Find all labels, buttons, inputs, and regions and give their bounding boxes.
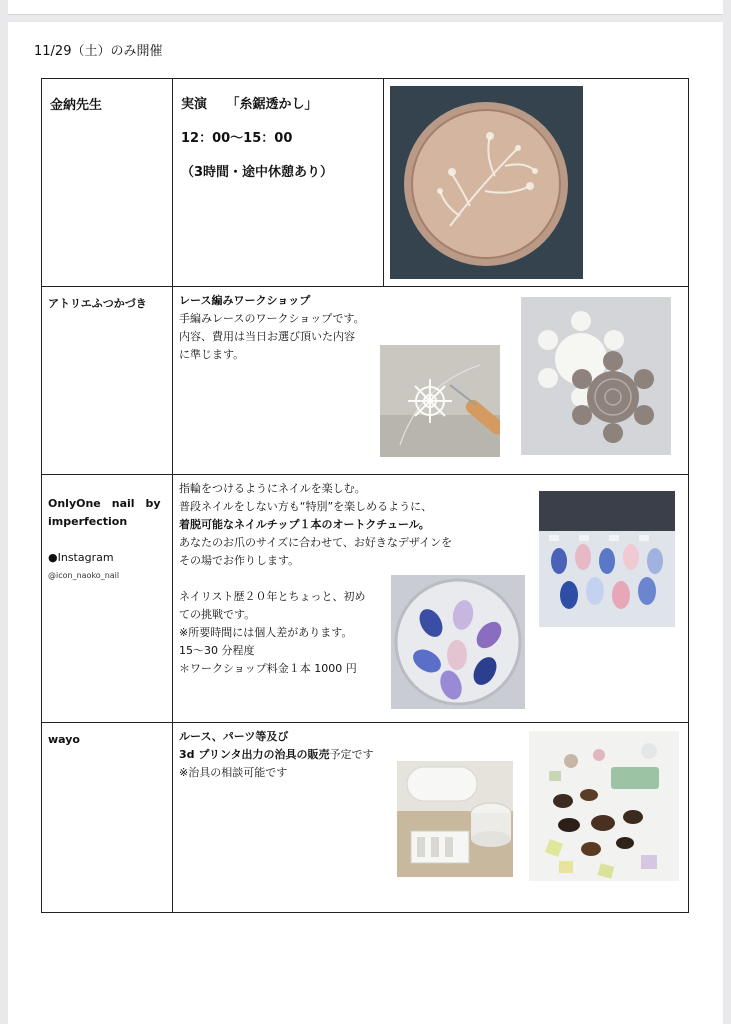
workshop-line: に準じます。: [179, 348, 245, 361]
exhibitor-name-line1: OnlyOne nail by: [48, 497, 161, 510]
exhibitor-name-cell: [42, 287, 173, 475]
description: [173, 79, 383, 213]
nail-tips-dish-photo: [391, 575, 525, 709]
shop-note: ※治具の相談可能です: [179, 766, 288, 779]
nail-line: ネイリスト歴２０年とちょっと、初め: [179, 590, 366, 603]
demo-note: （3時間・途中休憩あり）: [181, 165, 334, 180]
instagram-handle: @icon_naoko_nail: [48, 571, 120, 580]
shop-line: 予定です: [329, 748, 374, 761]
nail-tips-display-photo: [539, 491, 675, 627]
exhibitor-name: [42, 475, 172, 593]
nail-line: あなたのお爪のサイズに合わせて、お好きなデザインを: [179, 536, 453, 549]
instagram-label: ●Instagram: [48, 551, 114, 564]
exhibitor-name-cell: [42, 79, 173, 287]
description-cell: [173, 79, 384, 287]
table-row: [42, 723, 689, 913]
photo-cell: [384, 79, 689, 287]
shop-line-emphasis: 3d プリンタ出力の治具の販売: [179, 748, 330, 761]
nail-line: 15〜30 分程度: [179, 644, 255, 657]
exhibitor-name: wayo: [48, 733, 80, 746]
exhibitor-name: アトリエふつかづき: [48, 297, 147, 310]
nail-line: 普段ネイルをしない方も“特別”を楽しめるように、: [179, 500, 433, 513]
table-row: [42, 79, 689, 287]
nail-line: ての挑戦です。: [179, 608, 256, 621]
table-row: [42, 287, 689, 475]
3d-printed-jig-photo: [397, 761, 513, 877]
exhibitor-name-cell: [42, 475, 173, 723]
carved-medallion-photo: [390, 86, 583, 279]
table-row: [42, 475, 689, 723]
description-cell: [173, 475, 689, 723]
nail-price: ＊ワークショップ料金１本 1000 円: [179, 662, 357, 675]
nail-line: 指輪をつけるようにネイルを楽しむ。: [179, 482, 366, 495]
exhibitor-table: [41, 78, 689, 913]
demo-title: 実演 「糸鋸透かし」: [181, 97, 318, 112]
event-date: 11/29（土）のみ開催: [34, 44, 163, 59]
exhibitor-name-line2: imperfection: [48, 515, 128, 528]
nail-line-emphasis: 着脱可能なネイルチップ１本のオートクチュール。: [179, 518, 430, 531]
exhibitor-name: 金納先生: [50, 98, 103, 113]
workshop-title: レース編みワークショップ: [179, 294, 311, 307]
demo-time: 12：00〜15：00: [181, 131, 293, 146]
nail-line: ※所要時間には個人差があります。: [179, 626, 353, 639]
crochet-hook-photo: [380, 345, 500, 457]
lace-snowflake-photo: [521, 297, 671, 455]
workshop-line: 手編みレースのワークショップです。: [179, 312, 365, 325]
description-cell: [173, 287, 689, 475]
previous-page-edge: [8, 0, 723, 15]
exhibitor-name-cell: [42, 723, 173, 913]
description-cell: [173, 723, 689, 913]
workshop-line: 内容、費用は当日お選び頂いた内容: [179, 330, 355, 343]
nail-line: その場でお作りします。: [179, 554, 300, 567]
loose-gemstones-photo: [529, 731, 679, 881]
shop-line: ルース、パーツ等及び: [179, 730, 289, 743]
